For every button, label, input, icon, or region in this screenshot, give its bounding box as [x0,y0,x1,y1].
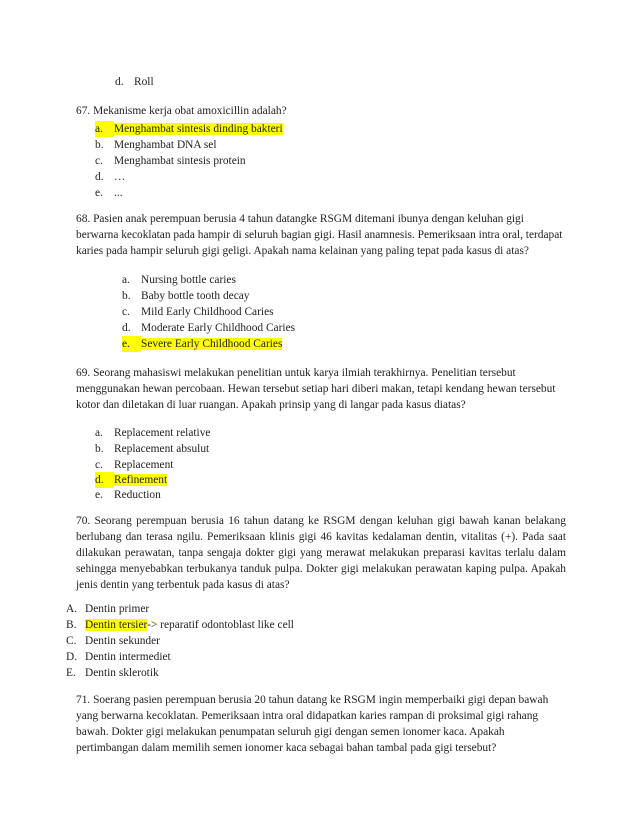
option-letter: d. [95,171,104,183]
option-letter: b. [95,139,104,151]
option-letter: C. [66,635,77,647]
option-text: ... [114,187,123,199]
option-text: Menghambat DNA sel [114,139,217,151]
option-letter: c. [95,155,103,167]
option-text-highlighted: Refinement [114,474,168,486]
q70-option-e [66,665,159,681]
q71-stem: 71. Soerang pasien perempuan berusia 20 tahun datang ke RSGM ingin memperbaiki gigi depan bawah yang berwarna kecoklatan. Pemeriksaan intra oral didapatkan karies rampan di proksimal gigi rahang bawah. Dokter gigi melakukan penumpatan seluruh gigi dengan semen ionomer kaca. Apakah pertimbangan dalam memilih semen ionomer kaca sebagai bahan tambal pada gigi tersebut? [76,694,549,754]
option-text: Reduction [114,489,161,501]
option-text: Dentin primer [85,603,150,615]
q70-option-b [66,617,294,633]
q66-option-d [115,74,154,90]
option-letter: A. [66,603,78,615]
q69-option-a [95,425,210,441]
q67-stem: 67. Mekanisme kerja obat amoxicillin adalah? [76,105,287,117]
option-letter: d. [115,76,124,88]
q68-option-e [122,336,282,352]
option-letter: c. [122,306,130,318]
option-letter: E. [66,667,76,679]
option-letter: e. [95,489,103,501]
q68-option-a [122,272,236,288]
option-note: -> reparatif odontoblast like cell [147,619,294,631]
option-letter: e. [95,187,103,199]
q69-option-b [95,441,209,457]
option-text: Replacement absulut [114,443,210,455]
option-letter: c. [95,459,103,471]
option-text: Dentin intermediet [85,651,171,663]
option-text: Baby bottle tooth decay [141,290,250,302]
option-text: Roll [134,76,154,88]
option-letter: a. [122,274,130,286]
option-text: Dentin sklerotik [85,667,159,679]
option-letter: b. [95,443,104,455]
option-letter: d. [95,472,114,488]
option-letter: e. [122,336,141,352]
q67-option-e [95,185,123,201]
option-letter: B. [66,619,77,631]
q67-option-b [95,137,217,153]
q70-stem: 70. Seorang perempuan berusia 16 tahun datang ke RSGM dengan keluhan gigi bawah kanan belakang berlubang dan terasa ngilu. Pemeriksaan klinis gigi 46 kavitas kedalaman dentin, vitalitas (+). Pada saat dilakukan perawatan, tanpa sengaja dokter gigi yang merawat melakukan preparasi kavitas terlalu dalam sehingga menyebabkan terbukanya tanduk pulpa. Dokter gigi melakukan perawatan kaping pulpa. Apakah jenis dentin yang terbentuk pada kasus di atas? [76,515,566,591]
option-text: Replacement [114,459,174,471]
option-letter: D. [66,651,78,663]
option-text: Moderate Early Childhood Caries [141,322,296,334]
option-letter: a. [95,121,114,137]
q68-option-d [122,320,295,336]
q69-option-e [95,487,161,503]
q70-option-d [66,649,171,665]
q70-option-c [66,633,160,649]
q67-option-a [95,121,283,137]
option-text-highlighted: Severe Early Childhood Caries [141,338,283,350]
q68-stem: 68. Pasien anak perempuan berusia 4 tahun datangke RSGM ditemani ibunya dengan keluhan gigi berwarna kecoklatan pada hampir di seluruh bagian gigi. Hasil anamnesis. Pemeriksaan intra oral, terdapat karies pada hampir seluruh gigi geligi. Apakah nama kelainan yang paling tepat pada kasus di atas? [76,213,563,257]
option-text: Nursing bottle caries [141,274,236,286]
q68-option-c [122,304,274,320]
q67-option-d [95,169,125,185]
option-text: Replacement relative [114,427,211,439]
option-letter: a. [95,427,103,439]
option-text: Mild Early Childhood Caries [141,306,274,318]
q69-option-c [95,457,173,473]
option-text: Dentin sekunder [85,635,160,647]
option-text-highlighted: Dentin tersier [85,619,148,631]
q68-option-b [122,288,250,304]
option-text: … [114,171,126,183]
option-letter: d. [122,322,131,334]
option-text: Menghambat sintesis protein [114,155,246,167]
q69-option-d [95,472,167,488]
q67-option-c [95,153,246,169]
q69-stem: 69. Seorang mahasiswi melakukan penelitian untuk karya ilmiah terakhirnya. Penelitian tersebut menggunakan hewan percobaan. Hewan tersebut setiap hari diberi makan, tetapi kendang hewan tersebut kotor dan diletakan di luar ruangan. Apakah prinsip yang di langar pada kasus diatas? [76,367,556,411]
q70-option-a [66,601,149,617]
option-letter: b. [122,290,131,302]
option-text-highlighted: Menghambat sintesis dinding bakteri [114,123,283,135]
